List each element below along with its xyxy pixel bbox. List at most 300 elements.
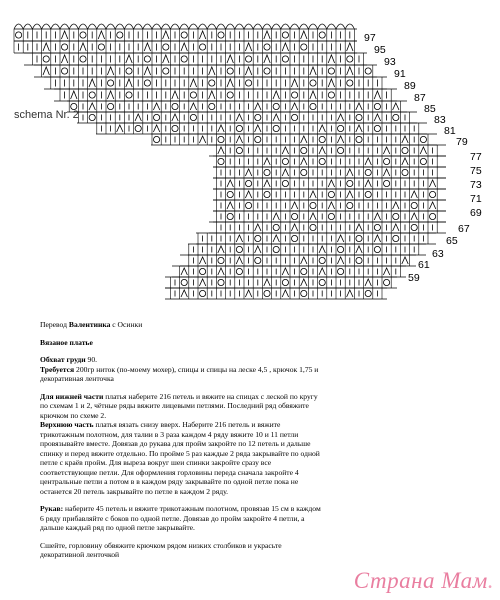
yarn-over-mark	[347, 80, 353, 86]
yarn-over-mark	[292, 92, 298, 98]
decrease-mark	[301, 136, 307, 143]
yarn-over-mark	[89, 114, 95, 120]
yarn-over-mark	[172, 103, 178, 109]
yarn-over-mark	[126, 92, 132, 98]
decrease-mark	[163, 55, 169, 63]
scallop-edge	[51, 24, 60, 29]
decrease-mark	[383, 169, 389, 176]
yarn-over-mark	[80, 56, 86, 62]
yarn-over-mark	[292, 213, 298, 219]
yarn-over-mark	[319, 32, 325, 38]
yarn-over-mark	[273, 246, 279, 252]
decrease-mark	[245, 290, 251, 297]
yarn-over-mark	[255, 235, 261, 241]
scallop-edge	[115, 24, 124, 29]
decrease-mark	[236, 114, 242, 121]
decrease-mark	[291, 79, 297, 87]
scallop-edge	[23, 24, 32, 29]
yarn-over-mark	[43, 56, 49, 62]
decrease-mark	[107, 91, 113, 99]
decrease-mark	[374, 91, 380, 99]
yarn-over-mark	[190, 114, 196, 120]
scallop-edge	[308, 24, 317, 29]
yarn-over-mark	[374, 224, 380, 230]
scallop-edge	[180, 24, 189, 29]
yarn-over-mark	[227, 213, 233, 219]
materials-line: Требуется 200гр ниток (по-моему мохер), спицы и спицы на леске 4,5 , крючок 1,75 и декоративная ленточка	[40, 364, 319, 383]
decrease-mark	[310, 67, 316, 75]
decrease-mark	[337, 136, 343, 143]
yarn-over-mark	[190, 92, 196, 98]
decrease-mark	[347, 67, 353, 75]
yarn-over-mark	[301, 44, 307, 50]
decrease-mark	[301, 279, 307, 286]
decrease-mark	[227, 202, 233, 209]
scallop-edge	[345, 24, 354, 29]
row-number: 95	[374, 44, 386, 56]
scallop-edge	[299, 24, 308, 29]
row-number: 73	[470, 179, 482, 191]
decrease-mark	[199, 279, 205, 286]
yarn-over-mark	[338, 125, 344, 131]
yarn-over-mark	[163, 44, 169, 50]
yarn-over-mark	[218, 32, 224, 38]
scallop-edge	[336, 24, 345, 29]
yarn-over-mark	[310, 224, 316, 230]
decrease-mark	[163, 31, 169, 39]
author-name: Валентинка	[68, 320, 111, 329]
decrease-mark	[429, 180, 435, 187]
scallop-edge	[170, 24, 179, 29]
decrease-mark	[218, 147, 224, 154]
decrease-mark	[98, 31, 104, 39]
yarn-over-mark	[117, 32, 123, 38]
decrease-mark	[218, 246, 224, 253]
yarn-over-mark	[89, 92, 95, 98]
yarn-over-mark	[319, 279, 325, 285]
scallop-edge	[32, 24, 41, 29]
yarn-over-mark	[310, 202, 316, 208]
yarn-over-mark	[154, 114, 160, 120]
decrease-mark	[337, 235, 343, 242]
yarn-over-mark	[264, 169, 270, 175]
decrease-mark	[319, 246, 325, 253]
row-numbers	[364, 32, 482, 284]
decrease-mark	[218, 268, 224, 275]
yarn-over-mark	[264, 44, 270, 50]
yarn-over-mark	[374, 103, 380, 109]
yarn-over-mark	[264, 68, 270, 74]
decrease-mark	[374, 114, 380, 121]
decrease-mark	[282, 169, 288, 176]
row-number: 91	[394, 68, 406, 80]
decrease-mark	[135, 114, 141, 121]
decrease-mark	[209, 67, 215, 75]
decrease-mark	[374, 235, 380, 242]
scallop-edge	[290, 24, 299, 29]
scallop-edge	[134, 24, 143, 29]
scallop-edge	[327, 24, 336, 29]
yarn-over-mark	[172, 125, 178, 131]
decrease-mark	[393, 103, 399, 110]
row-number: 61	[418, 259, 430, 271]
decrease-mark	[218, 125, 224, 132]
decrease-mark	[264, 55, 270, 63]
yarn-over-mark	[236, 147, 242, 153]
scallop-edge	[262, 24, 271, 29]
yarn-over-mark	[16, 32, 22, 38]
yarn-over-mark	[420, 158, 426, 164]
yarn-over-mark	[264, 191, 270, 197]
decrease-mark	[301, 158, 307, 165]
yarn-over-mark	[98, 44, 104, 50]
decrease-mark	[227, 180, 233, 187]
yarn-over-mark	[218, 279, 224, 285]
row-number: 79	[456, 136, 468, 148]
yarn-over-mark	[356, 235, 362, 241]
yarn-over-mark	[393, 235, 399, 241]
decrease-mark	[236, 235, 242, 242]
yarn-over-mark	[301, 169, 307, 175]
scallop-edge	[216, 24, 225, 29]
decrease-mark	[420, 147, 426, 154]
yarn-over-mark	[319, 136, 325, 142]
yarn-over-mark	[356, 136, 362, 142]
decrease-mark	[227, 79, 233, 87]
yarn-over-mark	[80, 32, 86, 38]
yarn-over-mark	[246, 56, 252, 62]
decrease-mark	[126, 79, 132, 87]
scallop-edge	[14, 24, 23, 29]
yarn-over-mark	[264, 290, 270, 296]
scallop-edge	[124, 24, 133, 29]
decrease-mark	[337, 114, 343, 121]
yarn-over-mark	[384, 279, 390, 285]
decrease-mark	[301, 257, 307, 264]
decrease-mark	[356, 224, 362, 231]
yarn-over-mark	[310, 103, 316, 109]
row-number: 67	[458, 223, 470, 235]
decrease-mark	[255, 224, 261, 231]
decrease-mark	[199, 136, 205, 143]
scallop-edge	[60, 24, 69, 29]
row-number: 69	[470, 207, 482, 219]
yarn-over-mark	[135, 125, 141, 131]
scallop-edge	[244, 24, 253, 29]
yarn-over-mark	[200, 290, 206, 296]
decrease-mark	[402, 158, 408, 165]
decrease-mark	[227, 55, 233, 63]
yarn-over-mark	[200, 44, 206, 50]
decrease-mark	[374, 213, 380, 220]
row-number: 63	[432, 248, 444, 260]
yarn-over-mark	[292, 235, 298, 241]
decrease-mark	[356, 125, 362, 132]
row-number: 85	[424, 103, 436, 115]
yarn-over-mark	[393, 114, 399, 120]
decrease-mark	[190, 103, 196, 110]
decrease-mark	[310, 191, 316, 198]
decrease-mark	[291, 224, 297, 231]
decrease-mark	[282, 43, 288, 51]
scallop-edge	[207, 24, 216, 29]
decrease-mark	[264, 31, 270, 39]
yarn-over-mark	[255, 136, 261, 142]
yarn-over-mark	[384, 180, 390, 186]
decrease-mark	[402, 257, 408, 264]
translation-credit: Перевод Валентинка с Осинки	[40, 320, 143, 329]
decrease-mark	[291, 103, 297, 110]
decrease-mark	[245, 67, 251, 75]
decrease-mark	[347, 290, 353, 297]
yarn-over-mark	[236, 246, 242, 252]
yarn-over-mark	[218, 257, 224, 263]
yarn-over-mark	[328, 213, 334, 219]
decrease-mark	[328, 202, 334, 209]
decrease-mark	[172, 114, 178, 121]
decrease-mark	[144, 67, 150, 75]
decrease-mark	[282, 268, 288, 275]
yarn-over-mark	[384, 158, 390, 164]
scallop-edge	[143, 24, 152, 29]
yarn-over-mark	[411, 224, 417, 230]
decrease-mark	[319, 268, 325, 275]
yarn-over-mark	[365, 169, 371, 175]
yarn-over-mark	[374, 246, 380, 252]
upper-part-paragraph: Верхнюю часть платья вязать снизу вверх. Наберите 216 петель и вяжите трикотажным полотном, для талии в 3 раза каждом 4 ряду вяжите 10 и 11 петли провязывайте вместе. Довязав до рукава для пройм закройте по 12 петель и дальше спинку и перед вяжите отдельно. По пройме 5 раз каждые 2 ряда закрывайте по одной петле с краёв пройм. Для выреза вокруг шеи спинки закройте сразу все соответствующие петли. Для оформления горловины переда сначала закройте 4 центральные петли а потом в в каждом ряду закрывайте по одной петле пока не останется 20 петель закрывайте по петле в каждом 2 ряду.	[40, 420, 320, 496]
decrease-mark	[319, 125, 325, 132]
yarn-over-mark	[273, 103, 279, 109]
yarn-over-mark	[227, 92, 233, 98]
decrease-mark	[255, 246, 261, 253]
row-number: 89	[404, 80, 416, 92]
scallop-edge	[253, 24, 262, 29]
yarn-over-mark	[347, 202, 353, 208]
decrease-mark	[310, 213, 316, 220]
yarn-over-mark	[365, 68, 371, 74]
yarn-over-mark	[301, 268, 307, 274]
yarn-over-mark	[209, 80, 215, 86]
decrease-mark	[347, 169, 353, 176]
yarn-over-mark	[282, 56, 288, 62]
decrease-mark	[172, 91, 178, 99]
scallop-edge	[106, 24, 115, 29]
yarn-over-mark	[144, 56, 150, 62]
decrease-mark	[245, 191, 251, 198]
decrease-mark	[199, 31, 205, 39]
row-number: 77	[470, 151, 482, 163]
decrease-mark	[255, 125, 261, 132]
row-number: 81	[444, 125, 456, 137]
yarn-over-mark	[430, 213, 436, 219]
yarn-over-mark	[108, 103, 114, 109]
yarn-over-mark	[236, 268, 242, 274]
yarn-over-mark	[338, 268, 344, 274]
yarn-over-mark	[319, 158, 325, 164]
decrease-mark	[181, 43, 187, 51]
scallop-edge	[152, 24, 161, 29]
decrease-mark	[365, 158, 371, 165]
decrease-mark	[181, 268, 187, 275]
decrease-mark	[245, 169, 251, 176]
decrease-mark	[245, 43, 251, 51]
yarn-over-mark	[356, 257, 362, 263]
scallop-edge	[88, 24, 97, 29]
scallop-edge	[42, 24, 51, 29]
row-number: 71	[470, 193, 482, 205]
row-number: 87	[414, 92, 426, 104]
decrease-mark	[328, 180, 334, 187]
finishing-paragraph: Сшейте, горловину обвяжите крючком рядом низких столбиков и украсьте декоративной ленточкой	[40, 540, 282, 559]
yarn-over-mark	[218, 158, 224, 164]
scallop-edge	[161, 24, 170, 29]
decrease-mark	[199, 257, 205, 264]
decrease-mark	[80, 43, 86, 51]
scallop-edge	[198, 24, 207, 29]
yarn-over-mark	[200, 268, 206, 274]
yarn-over-mark	[282, 158, 288, 164]
row-number: 59	[408, 272, 420, 284]
decrease-mark	[89, 103, 95, 110]
yarn-over-mark	[292, 114, 298, 120]
decrease-mark	[291, 202, 297, 209]
decrease-mark	[61, 55, 67, 63]
decrease-mark	[264, 279, 270, 286]
yarn-over-mark	[356, 114, 362, 120]
decrease-mark	[264, 158, 270, 165]
yarn-over-mark	[62, 44, 68, 50]
decrease-mark	[273, 91, 279, 99]
scallop-edge	[318, 24, 327, 29]
decrease-mark	[236, 257, 242, 264]
yarn-over-mark	[246, 80, 252, 86]
decrease-mark	[365, 180, 371, 187]
yarn-over-mark	[246, 180, 252, 186]
decrease-mark	[337, 257, 343, 264]
instructions-text	[40, 320, 325, 568]
decrease-mark	[43, 67, 49, 75]
decrease-mark	[43, 43, 49, 51]
decrease-mark	[282, 147, 288, 154]
decrease-mark	[282, 290, 288, 297]
yarn-over-mark	[273, 224, 279, 230]
yarn-over-mark	[62, 68, 68, 74]
decrease-mark	[255, 103, 261, 110]
decrease-mark	[144, 43, 150, 51]
decrease-mark	[347, 191, 353, 198]
document-title: Вязаное платье	[40, 337, 93, 347]
decrease-mark	[71, 91, 77, 99]
yarn-over-mark	[154, 136, 160, 142]
decrease-mark	[328, 79, 334, 87]
decrease-mark	[383, 147, 389, 154]
scallop-edge	[281, 24, 290, 29]
decrease-mark	[117, 125, 123, 132]
yarn-over-mark	[420, 136, 426, 142]
decrease-mark	[126, 55, 132, 63]
yarn-over-mark	[273, 125, 279, 131]
row-number: 97	[364, 32, 376, 44]
decrease-mark	[393, 224, 399, 231]
yarn-over-mark	[328, 68, 334, 74]
yarn-over-mark	[411, 202, 417, 208]
yarn-over-mark	[328, 191, 334, 197]
decrease-mark	[347, 43, 353, 51]
decrease-mark	[383, 268, 389, 275]
scallop-edge	[189, 24, 198, 29]
decrease-mark	[273, 114, 279, 121]
yarn-over-mark	[310, 80, 316, 86]
decrease-mark	[411, 191, 417, 198]
yarn-over-mark	[430, 191, 436, 197]
decrease-mark	[328, 55, 334, 63]
row-number: 83	[434, 114, 446, 126]
yarn-over-mark	[374, 125, 380, 131]
yarn-over-mark	[338, 147, 344, 153]
yarn-over-mark	[255, 114, 261, 120]
decrease-mark	[301, 31, 307, 39]
decrease-mark	[273, 235, 279, 242]
yarn-over-mark	[282, 32, 288, 38]
decrease-mark	[190, 79, 196, 87]
yarn-over-mark	[181, 56, 187, 62]
decrease-mark	[61, 31, 67, 39]
decrease-mark	[153, 103, 159, 110]
scallop-edge	[97, 24, 106, 29]
scallop-edge	[235, 24, 244, 29]
decrease-mark	[264, 180, 270, 187]
yarn-over-mark	[209, 103, 215, 109]
lower-part-paragraph: Для нижней части платья наберите 216 петель и вяжите на спицах с леской по кругу по схемам 1 и 2, чётные ряды вяжите лицевыми петлями. Последний ряд обвяжите крючком по схеме 2.	[40, 391, 318, 420]
decrease-mark	[310, 91, 316, 99]
decrease-mark	[365, 279, 371, 286]
scallop-edge	[226, 24, 235, 29]
decrease-mark	[209, 91, 215, 99]
sleeve-paragraph: Рукав: наберите 45 петель и вяжите трикотажным полотном, провязав 15 см в каждом 6 ряду прибавляйте с боков по одной петле. Довязав до пройм закройте 4 петли, а дальше каждый ряд по одной петле закрывайте.	[40, 504, 321, 532]
yarn-over-mark	[365, 191, 371, 197]
yarn-over-mark	[218, 136, 224, 142]
decrease-mark	[319, 147, 325, 154]
yarn-over-mark	[108, 80, 114, 86]
scallop-edge	[78, 24, 87, 29]
yarn-over-mark	[236, 125, 242, 131]
decrease-mark	[273, 213, 279, 220]
decrease-mark	[429, 202, 435, 209]
yarn-over-mark	[319, 257, 325, 263]
yarn-over-mark	[246, 202, 252, 208]
yarn-over-mark	[227, 68, 233, 74]
yarn-over-mark	[282, 180, 288, 186]
scallop-edge	[272, 24, 281, 29]
yarn-over-mark	[402, 147, 408, 153]
decrease-mark	[411, 213, 417, 220]
yarn-over-mark	[338, 246, 344, 252]
decrease-mark	[89, 79, 95, 87]
yarn-over-mark	[181, 32, 187, 38]
decrease-mark	[356, 246, 362, 253]
site-logo: Страна Мам.	[353, 568, 494, 593]
size-line: Обхват груди 90.	[40, 355, 98, 364]
row-number: 93	[384, 56, 396, 68]
decrease-mark	[153, 125, 159, 132]
decrease-mark	[393, 202, 399, 209]
decrease-mark	[356, 103, 362, 110]
yarn-over-mark	[282, 279, 288, 285]
yarn-over-mark	[347, 56, 353, 62]
decrease-mark	[107, 67, 113, 75]
yarn-over-mark	[255, 257, 261, 263]
decrease-mark	[181, 290, 187, 297]
